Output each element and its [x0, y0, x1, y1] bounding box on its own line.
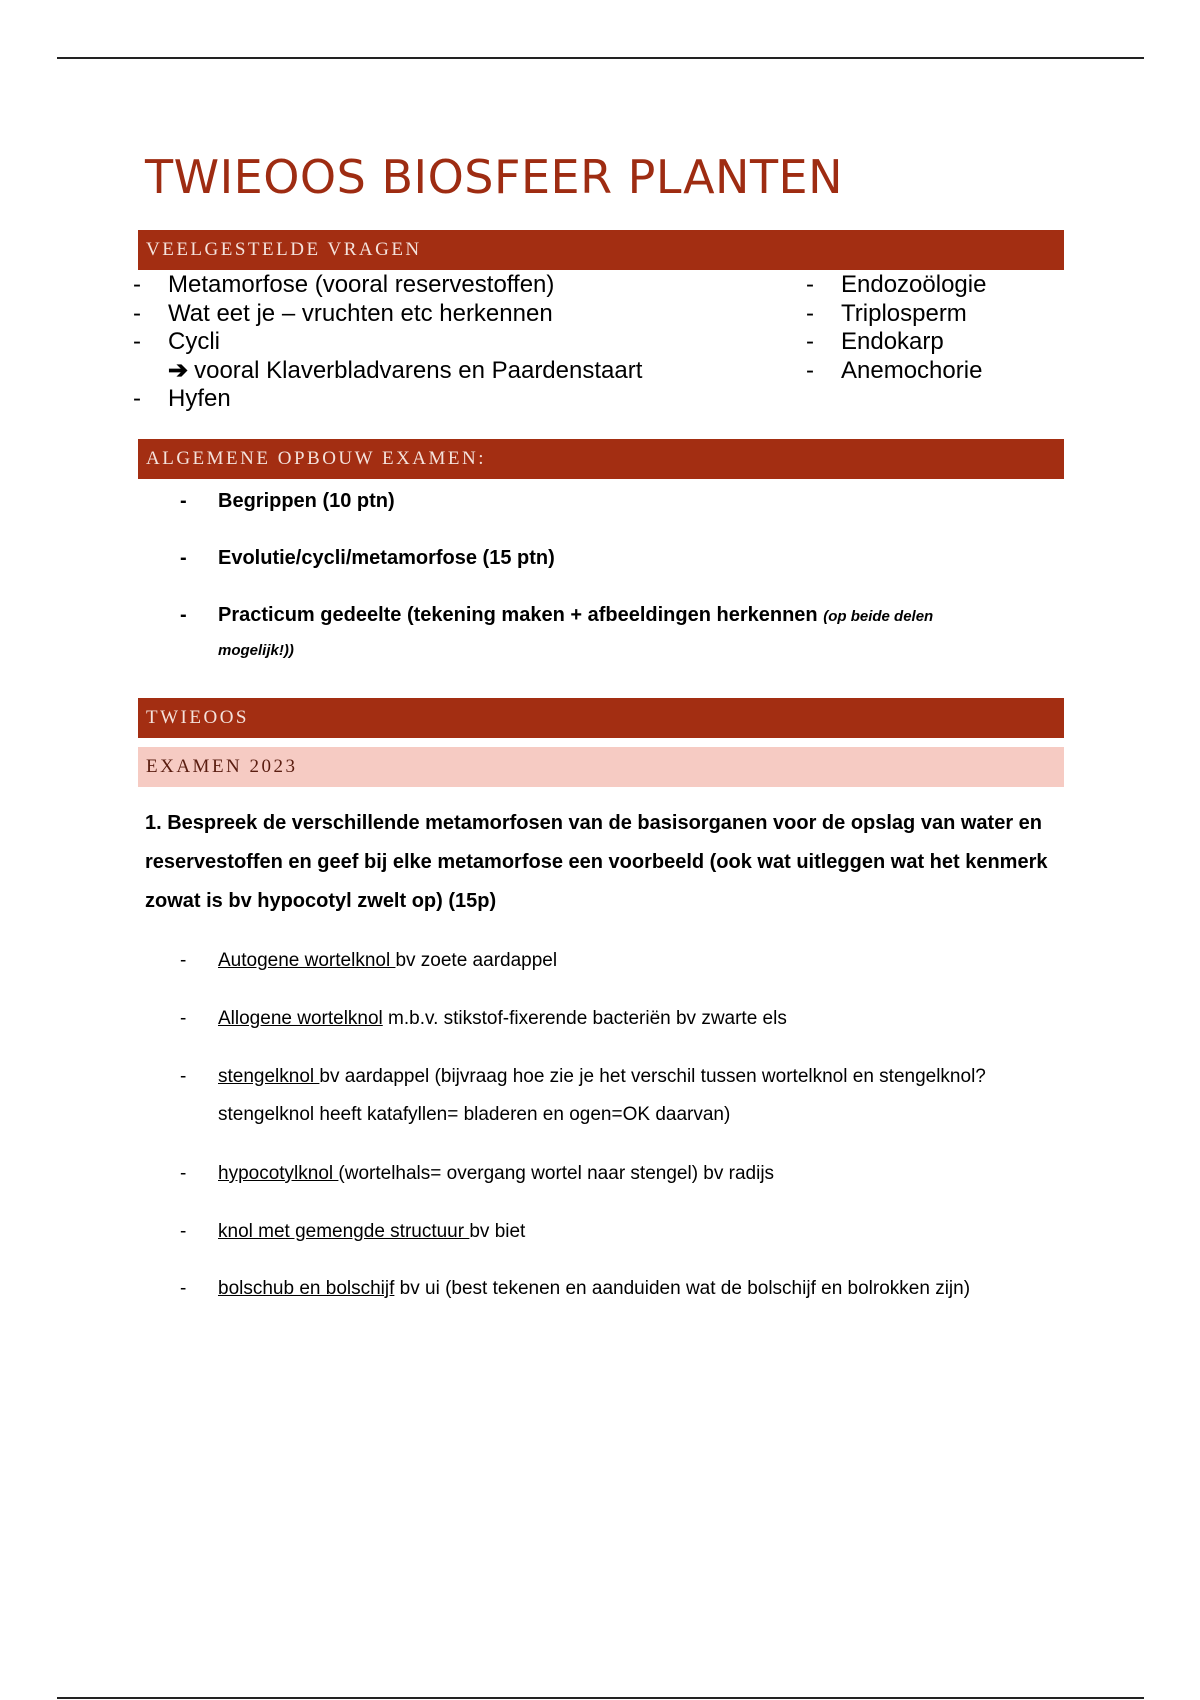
section-header: TWIEOOS [138, 698, 1064, 738]
question-text: 1. Bespreek de verschillende metamorfosen van de basisorganen voor de opslag van water en reservestoffen en geef bij elke metamorfose een voorbeeld (ook wat uitleggen wat het kenmerk zowat is bv hypocotyl zwelt op) (15p) [145, 812, 1048, 912]
faq-right-list [806, 271, 986, 385]
bottom-rule [57, 1697, 1144, 1699]
list-item: - Wat eet je – vruchten etc herkennen [133, 299, 553, 327]
list-subitem: ➔ vooral Klaverbladvarens en Paardenstaart [168, 356, 643, 384]
list-item: - Endozoölogie [806, 271, 987, 298]
faq-header: VEELGESTELDE VRAGEN [138, 230, 1064, 270]
list-item: - Endokarp [806, 328, 944, 355]
exam-structure-header: ALGEMENE OPBOUW EXAMEN: [138, 439, 1064, 479]
list-item: - Anemochorie [806, 356, 983, 384]
list-item: - Triplosperm [806, 299, 967, 327]
top-rule [57, 57, 1144, 59]
arrow-right-icon: ➔ [168, 356, 189, 384]
list-item: - Hyfen [133, 385, 231, 412]
note: (op beide delen [823, 608, 934, 625]
list-item: - Cycli [133, 328, 220, 355]
section-subheader: EXAMEN 2023 [138, 747, 1064, 787]
faq-left-list [133, 271, 642, 414]
page-title: TWIEOOS BIOSFEER PLANTEN [145, 150, 844, 204]
list-item: - Metamorfose (vooral reservestoffen) [133, 271, 555, 298]
